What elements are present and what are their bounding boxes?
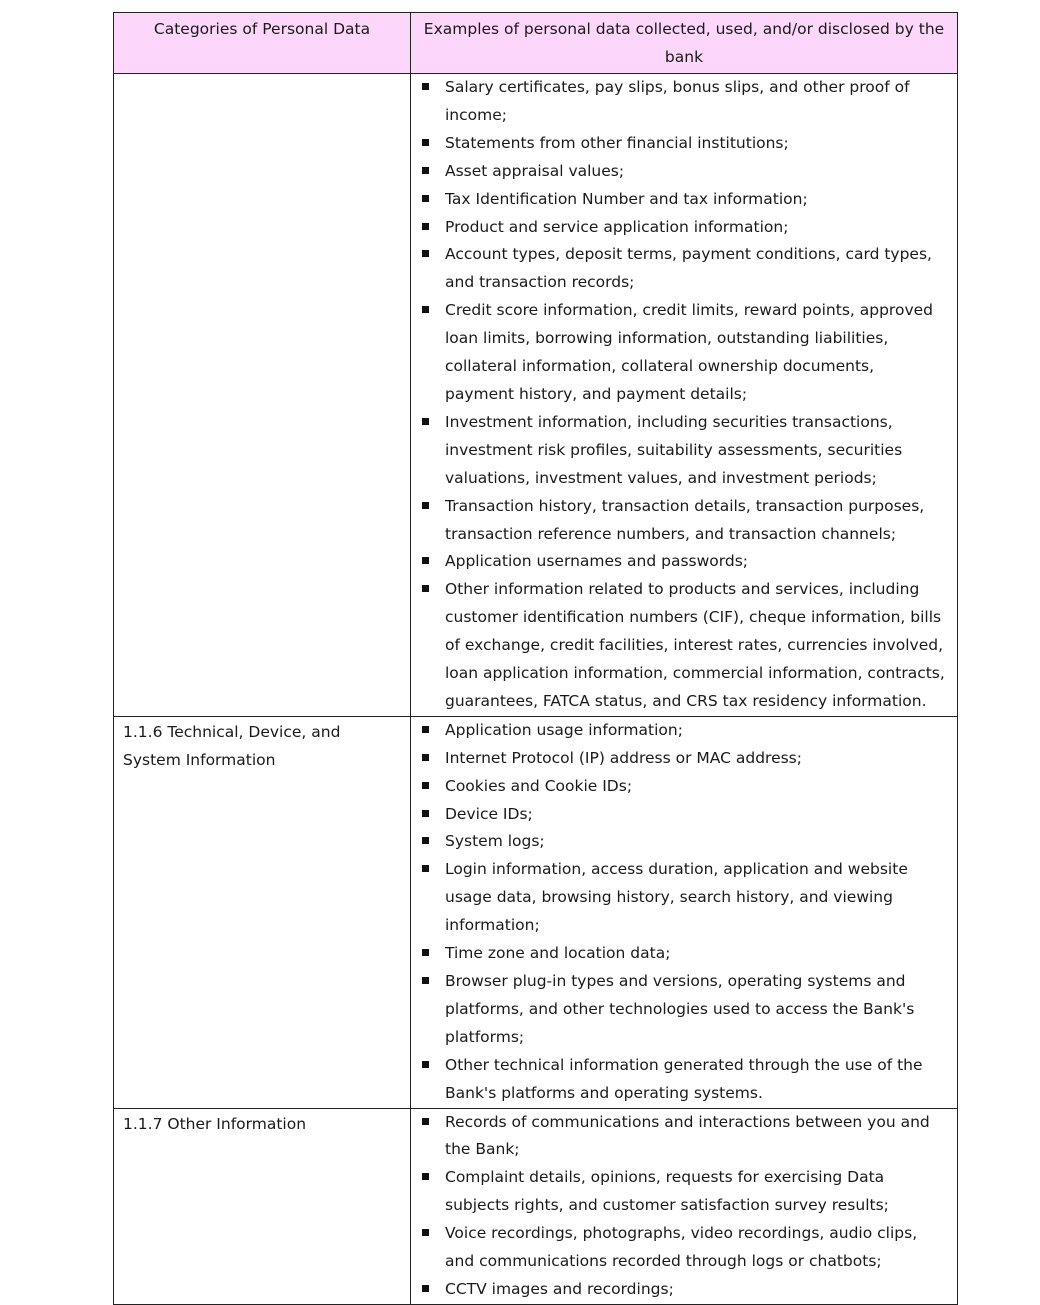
table-body xyxy=(114,74,958,1305)
square-bullet-icon xyxy=(422,585,429,592)
list-item-text: Other information related to products and services, including customer identification numbers (CIF), cheque information, bills of exchange, credit facilities, interest rates, currencies involved, loan application information, commercial information, contracts, guarantees, FATCA status, and CRS tax residency information. xyxy=(445,580,945,710)
list-item xyxy=(421,576,945,716)
list-item-text: Application usernames and passwords; xyxy=(445,552,748,571)
personal-data-table xyxy=(113,12,958,1305)
square-bullet-icon xyxy=(422,865,429,872)
list-item-text: Salary certificates, pay slips, bonus slips, and other proof of income; xyxy=(445,78,910,124)
list-item xyxy=(421,297,945,409)
examples-list xyxy=(421,717,945,1108)
square-bullet-icon xyxy=(422,557,429,564)
list-item-text: CCTV images and recordings; xyxy=(445,1279,674,1298)
list-item xyxy=(421,828,945,856)
square-bullet-icon xyxy=(422,306,429,313)
square-bullet-icon xyxy=(422,977,429,984)
list-item-text: Complaint details, opinions, requests for exercising Data subjects rights, and customer satisfaction survey results; xyxy=(445,1168,889,1215)
square-bullet-icon xyxy=(422,1061,429,1068)
list-item xyxy=(421,214,945,242)
list-item-text: Account types, deposit terms, payment conditions, card types, and transaction records; xyxy=(445,245,932,292)
list-item-text: Transaction history, transaction details, transaction purposes, transaction reference numbers, and transaction channels; xyxy=(445,496,925,543)
list-item xyxy=(421,856,945,940)
list-item xyxy=(421,1109,945,1165)
square-bullet-icon xyxy=(422,250,429,257)
list-item-text: Records of communications and interactions between you and the Bank; xyxy=(445,1112,930,1159)
list-item-text: Time zone and location data; xyxy=(445,944,671,963)
list-item-text: Cookies and Cookie IDs; xyxy=(445,776,633,795)
square-bullet-icon xyxy=(422,1285,429,1292)
examples-cell xyxy=(411,74,958,717)
list-item xyxy=(421,158,945,186)
list-item-text: Statements from other financial institutions; xyxy=(445,133,789,152)
list-item-text: Browser plug-in types and versions, operating systems and platforms, and other technologies used to access the Bank's platforms; xyxy=(445,972,915,1046)
examples-list xyxy=(421,1109,945,1304)
list-item-text: Login information, access duration, application and website usage data, browsing history, search history, and viewing information; xyxy=(445,860,908,935)
list-item xyxy=(421,186,945,214)
square-bullet-icon xyxy=(422,754,429,761)
list-item xyxy=(421,1276,945,1304)
table-row xyxy=(114,74,958,717)
category-cell: 1.1.6 Technical, Device, and System Information xyxy=(114,716,411,1108)
table-row xyxy=(114,1108,958,1304)
square-bullet-icon xyxy=(422,223,429,230)
examples-cell xyxy=(411,716,958,1108)
square-bullet-icon xyxy=(422,1229,429,1236)
square-bullet-icon xyxy=(422,418,429,425)
list-item xyxy=(421,773,945,801)
square-bullet-icon xyxy=(422,810,429,817)
list-item xyxy=(421,74,945,130)
square-bullet-icon xyxy=(422,139,429,146)
list-item-text: Internet Protocol (IP) address or MAC address; xyxy=(445,748,802,767)
list-item-text: Credit score information, credit limits, reward points, approved loan limits, borrowing information, outstanding liabilities, collateral information, collateral ownership documents, payment history, and payment details; xyxy=(445,301,934,403)
list-item-text: Tax Identification Number and tax information; xyxy=(445,189,808,208)
list-item xyxy=(421,717,945,745)
table-row xyxy=(114,716,958,1108)
list-item-text: System logs; xyxy=(445,832,545,851)
square-bullet-icon xyxy=(422,782,429,789)
header-categories: Categories of Personal Data xyxy=(114,13,411,74)
list-item xyxy=(421,130,945,158)
list-item-text: Voice recordings, photographs, video recordings, audio clips, and communications recorded through logs or chatbots; xyxy=(445,1224,918,1271)
list-item-text: Investment information, including securities transactions, investment risk profiles, suitability assessments, securities valuations, investment values, and investment periods; xyxy=(445,412,903,487)
table-header-row xyxy=(114,13,958,74)
list-item xyxy=(421,409,945,493)
list-item-text: Application usage information; xyxy=(445,720,683,739)
list-item xyxy=(421,241,945,297)
square-bullet-icon xyxy=(422,726,429,733)
square-bullet-icon xyxy=(422,1173,429,1180)
examples-list xyxy=(421,74,945,716)
list-item xyxy=(421,548,945,576)
square-bullet-icon xyxy=(422,167,429,174)
header-examples: Examples of personal data collected, used, and/or disclosed by the bank xyxy=(411,13,958,74)
square-bullet-icon xyxy=(422,837,429,844)
square-bullet-icon xyxy=(422,1118,429,1125)
list-item-text: Device IDs; xyxy=(445,804,533,823)
list-item xyxy=(421,968,945,1052)
square-bullet-icon xyxy=(422,195,429,202)
examples-cell xyxy=(411,1108,958,1304)
list-item xyxy=(421,493,945,549)
list-item xyxy=(421,1164,945,1220)
category-cell: 1.1.7 Other Information xyxy=(114,1108,411,1304)
list-item xyxy=(421,801,945,829)
list-item-text: Asset appraisal values; xyxy=(445,161,625,180)
category-cell xyxy=(114,74,411,717)
square-bullet-icon xyxy=(422,502,429,509)
list-item xyxy=(421,745,945,773)
square-bullet-icon xyxy=(422,949,429,956)
square-bullet-icon xyxy=(422,83,429,90)
list-item xyxy=(421,1220,945,1276)
list-item-text: Product and service application information; xyxy=(445,217,789,236)
list-item xyxy=(421,940,945,968)
list-item-text: Other technical information generated through the use of the Bank's platforms and operating systems. xyxy=(445,1055,923,1102)
list-item xyxy=(421,1052,945,1108)
